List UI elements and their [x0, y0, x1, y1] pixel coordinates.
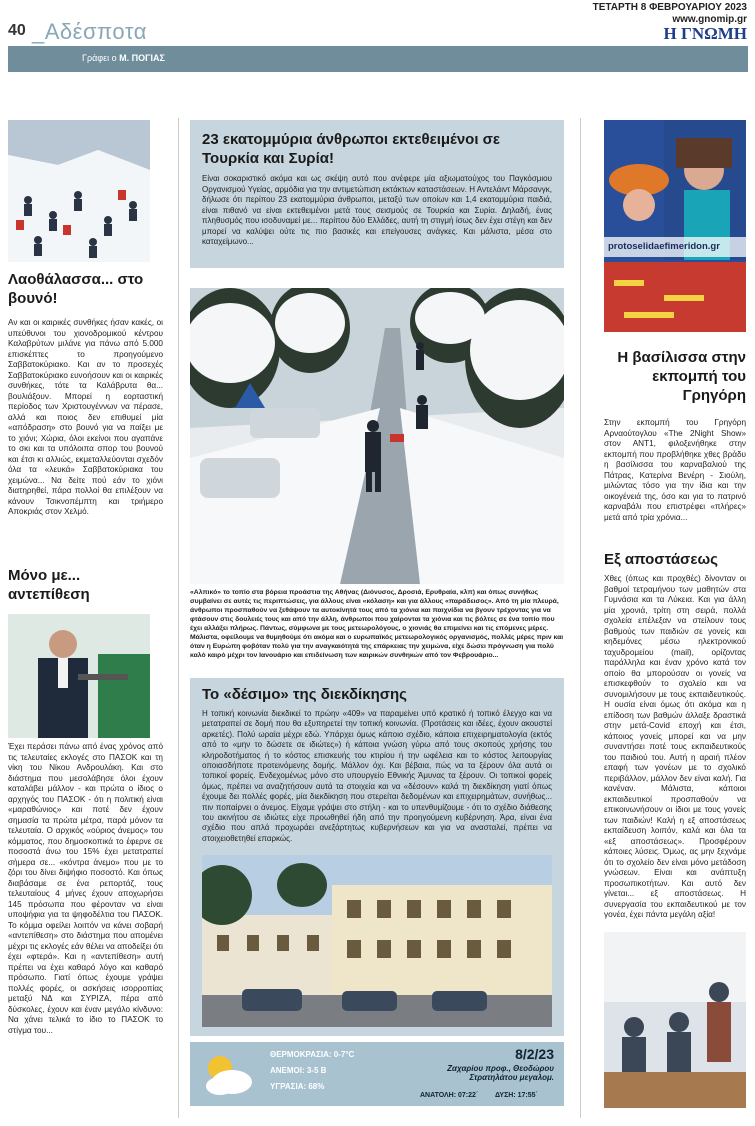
- snow-photo-caption: «Αλπικό» το τοπίο στα βόρεια προάστια της Αθήνας (Διόνυσος, Δροσιά, Ερυθραία, κλπ) και όπως συνήθως συμβαίνει σε αυτές τις περιπτώσεις, για άλλους είναι «κόλαση» και για άλλους «παράδεισος». Από τη μία πλευρά, άνθρωποι προσπαθούν να ξεθάψουν τα αυτοκίνητά τους από τα χιόνια και παιχνίδια να βγουν τρέχοντας για να φτάσουν στις δουλειές τους και από την άλλη, άνθρωποι που χαίρονται τα χιόνια και τις βόλτες σε ένα τοπίο που έχει αλλάξει πλήρως. Πάντως, σύμφωνα με τους μετεωρολόγους, ο χιονιάς θα επιμείνει και τις επόμενες μέρες. Μάλιστα, οφείλουμε να θυμηθούμε ότι ακόμα και ο ευρωπαϊκός μετεωρολογικός οργανισμός, πολλές μέρες πριν και όταν η Ευρώπη φοβόταν πολύ για την αναγκαιότητά της επάρκειας την χειμώνα, είχε δώσει πρόγνωση για πολύ καλό καιρό μέχρι τον Ιανουάριο και επιδείνωση των καιρικών συνθηκών από τον Φεβρουάριο...: [190, 589, 564, 659]
- snow-street-photo: [190, 288, 564, 584]
- ski-crowd-photo: [8, 120, 150, 262]
- weather-date: 8/2/23: [515, 1046, 554, 1062]
- building-409-photo: [202, 855, 552, 1027]
- article-text-laothalassa: Αν και οι καιρικές συνθήκες ήσαν κακές, οι υπεύθυνοι του χιονοδρομικού κέντρου Καλαβρύτων μιλάνε για πάνω από 5.000 επισκέπτες το προηγούμενο Σαββατοκύριακο. Και αν το προσεχές Σαββατοκύριακο ευνοήσουν και οι καιρικές συνθήκες, τότε τα Καλάβρυτα θα... βουλιάξουν. Μπορεί η εορταστική περίοδος των Χριστουγέννων να πέρασε, αλλά και ποιος δεν επιθυμεί μία «απόδραση» στο βουνό για να παίξει με το χιόνι; Χώρια, όλοι εκείνοι που αγαπάνε το σκι και τα υπόλοιπα σπορ του βουνού και έτσι κι αλλιώς, εκμεταλλεύονται σχεδόν όλα τα «λευκά» Σαββατοκύριακα του χειμώνα... Να δείτε πού εάν το χιόνι διατηρηθεί, πάρα πολλοί θα επιλέξουν να κάνουν Τσικνοπέμπτη και τριήμερο Αποκριάς στον Χελμό.: [8, 318, 163, 516]
- classroom-photo: [604, 932, 746, 1108]
- weather-humidity: ΥΓΡΑΣΙΑ: 68%: [270, 1082, 325, 1091]
- tv-show-photo: [604, 120, 746, 332]
- desmo-article-text: Η τοπική κοινωνία διεκδικεί το πρώην «409» να παραμείνει υπό κρατικό ή τοπικό έλεγχο και να μετατραπεί σε δομή που θα εξυπηρετεί την τοπική κοινωνία. (Προτάσεις και ιδέες, έχουν ακουστεί αρκετές). Πολύ ωραία μέχρι εδώ. Υπάρχει όμως κάποιο σχέδιο, κάποια επιχειρηματολογία (εκτός από το «μην το δώσετε σε ιδιώτες») ή κάποια γνώση γύρω από τους σκοπούς χρήσης του κληροδοτήματος ή το κόστος επισκευής του κτιρίου ή την ωφέλεια και το κόστος λειτουργίας οποιασδήποτε προτεινόμενης δομής. Μάλλον όχι. Και βέβαια, πώς να τα ξέρουν όλα αυτά οι τοπικοί φορείς. Ενδεχομένως μόνο στο υπουργείο Εθνικής Άμυνας τα ξέρουν. Οι τοπικοί φορείς όμως, πρέπει να αναζητήσουν αυτά τα στοιχεία και να «δέσουν» καλά τη διεκδίκηση γιατί όπως έχουμε δει πολλές φορές, μία διεκδίκηση που στερείται δεδομένων και επιχειρημάτων, συνήθως... πιν ποπαίρνει ο άνεμος. Είχαμε γράψει στο στήλη - και το υπενθυμίζουμε - ότι το σχέδιο διάθεσης του ακινήτου σε ιδιώτες είχε προωθηθεί ήδη από την προηγούμενη κυβέρνηση. Άρα, είναι ένα σχέδιο που απλά προχωράει ανεξάρτητως κυβερνήσεων και για να ανασταλεί, πρέπει να στοιχειοθετηθεί επαρκώς.: [202, 709, 552, 843]
- politician-photo: [8, 614, 150, 738]
- issue-date: ΤΕΤΑΡΤΗ 8 ΦΕΒΡΟΥΑΡΙΟΥ 2023: [592, 2, 747, 13]
- name-day-saints: Ζαχαρίου προφ., Θεοδώρου Στρατηλάτου μεγαλομ.: [447, 1064, 554, 1082]
- article-title-ex-apostaseos: Εξ αποστάσεως: [604, 551, 718, 568]
- sun-cloud-icon: [198, 1048, 258, 1100]
- section-title: _Αδέσποτα: [32, 19, 147, 44]
- weather-bar: [190, 1042, 564, 1106]
- article-text-ex-apostaseos: Χθες (όπως και προχθές) δίνονταν οι βαθμοί τετραμήνου των μαθητών στα Γυμνάσια και τα Λύκεια. Και για άλλη μία χρονιά, τρίτη στη σειρά, πολλά σχολεία επέλεξαν να στείλουν τους βαθμούς των παιδιών σε γονείς και κηδεμόνες μέσω ηλεκτρονικού ταχυδρομείου (mail), ορίζοντας παράλληλα και έναν χρόνο κατά τον οποίο θα μπορούσαν οι γονείς να επισκεφθούν το σχολείο και να συνομιλήσουν με τους εκπαιδευτικούς. Η ουσία είναι όμως ότι ακόμα και η επίδοση των βαθμών άλλαξε δραστικά στην μετά-Covid εποχή και έτσι, κάποιος γονείς μπορεί και να μην συναντήσει ποτέ τους εκπαιδευτικούς του παιδιού του. Αυτή η αραιή πλέον επαφή των γονέων με το σχολικό περιβάλλον, μάλλον δεν είναι καλή. Για κανέναν. Μάλιστα, κάποιοι εκπαιδευτικοί προσπαθούν να επικοινωνήσουν οι ίδιοι με τους γονείς των παιδιών! Καλή η εξ αποστάσεως εκπαίδευση λοιπόν, καλά και όλα τα «εξ αποστάσεως». Προσφέρουν κάποιες λύσεις. Όμως, ας μην ξεχνάμε ότι το σχολείο δεν είναι μόνο μετάδοση γνώσεων. Είναι και ανάπτυξη προσωπικοτήτων. Και αυτό δεν γίνεται... εξ αποστάσεως. Η συνεργασία του εκπαιδευτικού με τον γονέα, έχει πάντα μεγάλη αξία!: [604, 574, 746, 919]
- weather-wind: ΑΝΕΜΟΙ: 3-5 Β: [270, 1066, 327, 1075]
- article-text-vasilissa: Στην εκπομπή του Γρηγόρη Αρναούτογλου «The 2Night Show» στον ΑΝΤ1, φιλοξενήθηκε στην εκπομπή που προβλήθηκε χθες βράδυ η βασίλισσα του καρναβαλιού της Πάτρας, Κατερίνα Βενέρη - Σιούλη, μιλώντας τόσο για την ίδια και την οικογένειά της, όσο και για το πατρινό καρναβάλι που επιστρέφει «πλήρες» μετά από τρία χρόνια...: [604, 418, 746, 522]
- sunrise-time: ΑΝΑΤΟΛΗ: 07:22΄: [420, 1092, 479, 1099]
- desmo-article-title: Το «δέσιμο» της διεκδίκησης: [202, 686, 407, 703]
- site-url[interactable]: www.gnomip.gr: [672, 14, 747, 25]
- newspaper-logo: Η ΓΝΩΜΗ: [663, 24, 747, 43]
- article-title-vasilissa: Η βασίλισσα στην εκπομπή του Γρηγόρη: [617, 349, 746, 404]
- byline-author: Μ. ΠΟΓΙΑΣ: [119, 53, 165, 63]
- column-divider: [580, 118, 581, 1118]
- lead-article-text: Είναι σοκαριστικό ακόμα και ως σκέψη αυτό που ανέφερε μία αξιωματούχος του Παγκόσμιου Οργανισμού Υγείας, αρμόδια για την αντιμετώπιση εκτάκτων καταστάσεων. Η Αντελάιντ Μάρσανγκ, δήλωσε ότι περίπου 23 εκατομμύρια άνθρωποι, μεταξύ των οποίων και 1,4 εκατομμύρια παιδιά, είναι πιθανό να είναι εκτεθειμένοι μετά τους σεισμούς σε Τουρκία και Συρία. Δηλαδή, ένας πληθυσμός που ισοδυναμεί με... περίπου δύο Ελλάδες, αυτή τη στιγμή ίσως δεν έχει στέγη και δεν μπορεί να καλύψει ούτε τις πιο βασικές και επείγουσες ανάγκες. Και μάλιστα, μέσα στο καταχείμωνο...: [202, 174, 552, 246]
- sunset-time: ΔΥΣΗ: 17:55΄: [495, 1092, 538, 1099]
- article-title-antepithesi: Μόνο με... αντεπίθεση: [8, 567, 90, 603]
- lead-article-box: [190, 120, 564, 268]
- byline-prefix: Γράφει ο: [82, 53, 120, 63]
- article-title-laothalassa: Λαοθάλασσα... στο βουνό!: [8, 271, 144, 307]
- watermark-text: protoselidaefimeridon.gr: [608, 241, 720, 252]
- byline: [82, 53, 165, 63]
- weather-temperature: ΘΕΡΜΟΚΡΑΣΙΑ: 0-7°C: [270, 1050, 355, 1059]
- column-divider: [178, 118, 179, 1118]
- page-number: 40: [8, 22, 26, 39]
- article-text-antepithesi: Έχει περάσει πάνω από ένας χρόνος από τις τελευταίες εκλογές στο ΠΑΣΟΚ και τη νίκη του Νίκου Ανδρουλάκη. Και στο διάστημα που μεσολάβησε όλοι έχουν καταλάβει μάλλον - και πρώτα ο ίδιος ο αρχηγός του ΠΑΣΟΚ - ότι η πολιτική είναι «μαραθώνιος» και ποτέ δεν έχουν σημασία τα πρώτα μέτρα, παρά μόνον τα τελευταία. Ο αρχικός «ούριος άνεμος» του κόμματος, που δημοσκοπικά το έφερνε σε ποσοστά άνω του 15% έχει μετατραπεί σήμερα σε... «κόντρα άνεμο» που με το ζόρι του δίνει διψήφιο ποσοστό. Και όπως διαβάσαμε σε ένα ρεπορτάζ, τους τελευταίους 4 μήνες έχουν αποχωρήσει 145 πρόσωπα που φέρονταν να είναι υποψήφια για τα ψηφοδέλτια του ΠΑΣΟΚ. Το κόμμα οφείλει λοιπόν να κάνει σοβαρή «αντεπίθεση» στο διάστημα που απομένει μέχρι τις εκλογές εάν θέλει να αποδείξει ότι έχει «φτερά». Και η «αντεπίθεση» αυτή πρέπει να έχει καθαρό λόγο και καθαρό πρόσωπο. Γιατί όπως έχουμε γράψει πολλές φορές, οι ασκήσεις ισορροπίας μεταξύ ΝΔ και ΣΥΡΙΖΑ, πέρα από δύσκολες, έχουν και έναν μεγάλο κίνδυνο: Να χάνει τελικά το ίδιο το ΠΑΣΟΚ το στίγμα του...: [8, 742, 163, 1035]
- lead-article-title: 23 εκατομμύρια άνθρωποι εκτεθειμένοι σε Τουρκία και Συρία!: [202, 131, 501, 167]
